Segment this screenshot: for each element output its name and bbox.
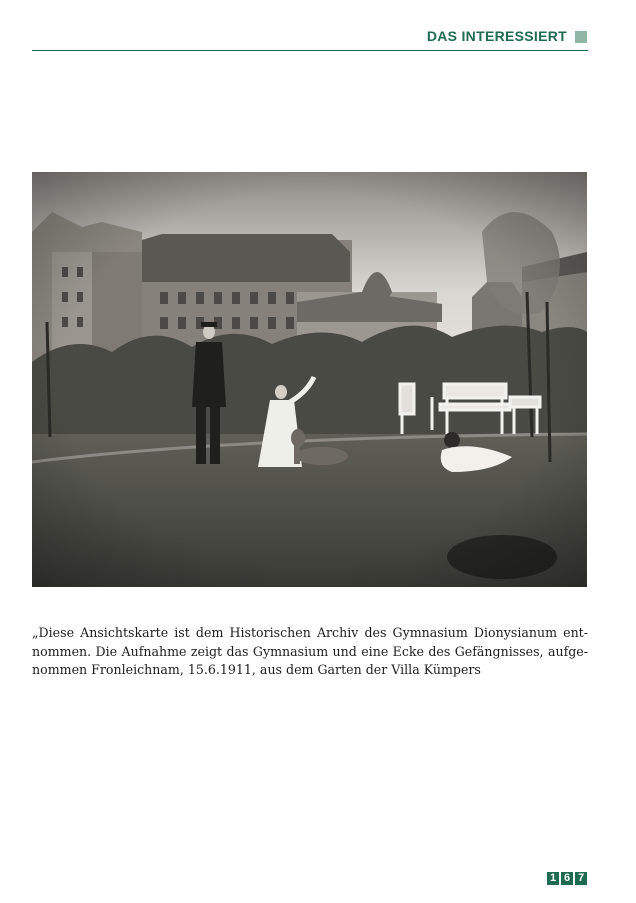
section-marker: [575, 31, 587, 43]
header-divider: [32, 50, 588, 51]
historical-photo: [32, 172, 587, 587]
section-title: DAS INTERESSIERT: [426, 28, 567, 44]
caption-line: „Diese Ansichtskarte ist dem Historischen Archiv des Gymnasium Dionysianum ent-: [32, 625, 588, 640]
caption-line: nommen. Die Aufnahme zeigt das Gymnasium und eine Ecke des Gefängnisses, aufge-: [32, 643, 588, 659]
page-number-digit: 6: [561, 872, 573, 885]
page-number-digit: 7: [575, 872, 587, 885]
page-number-digit: 1: [547, 872, 559, 885]
caption-line: nommen Fronleichnam, 15.6.1911, aus dem Garten der Villa Kümpers: [32, 662, 481, 678]
photo-caption: [32, 624, 588, 680]
page-number: [547, 872, 587, 885]
